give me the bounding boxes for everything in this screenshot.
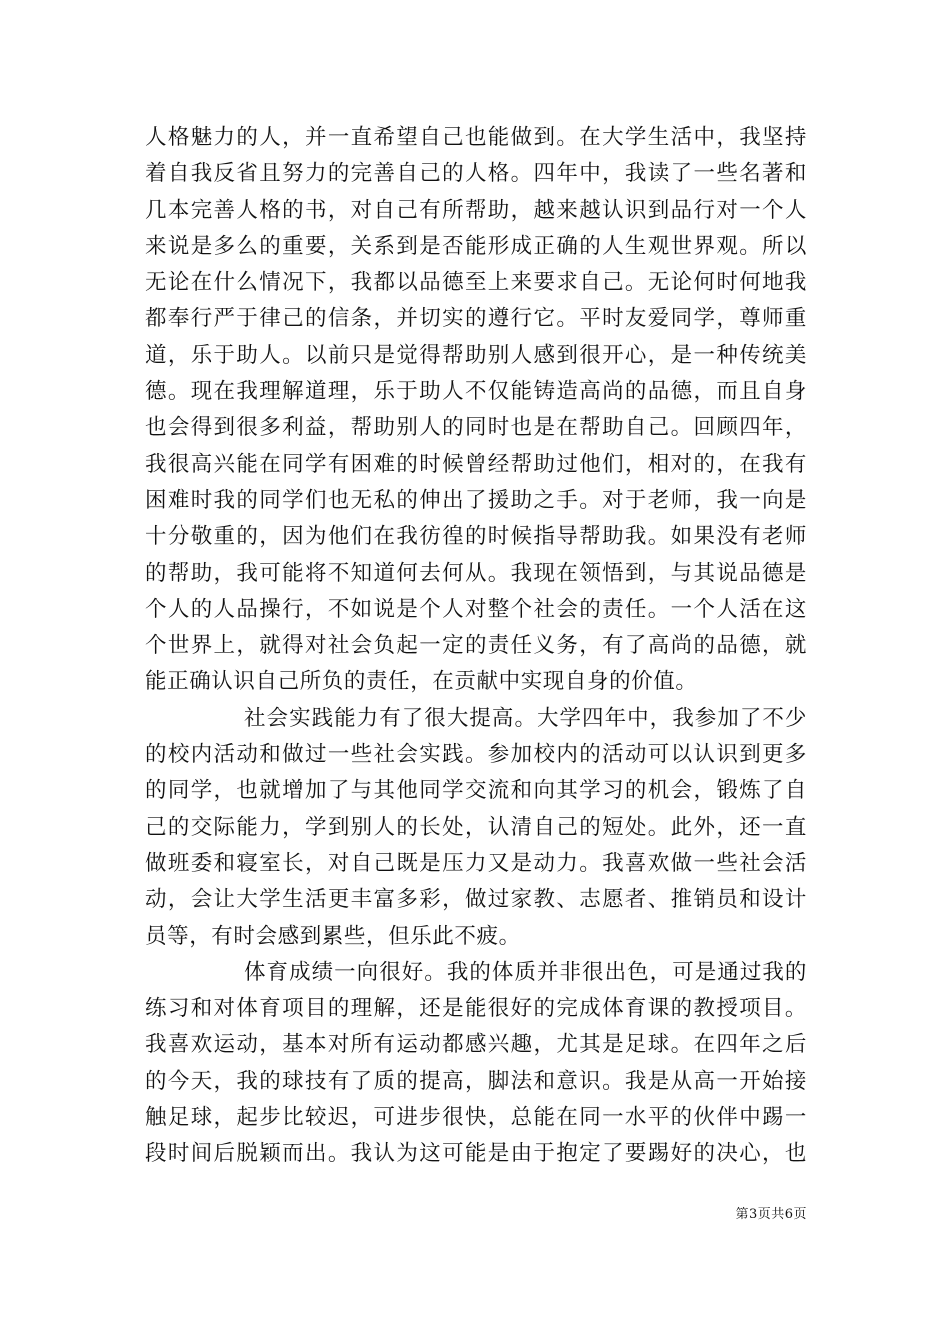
paragraph-sports: 体育成绩一向很好。我的体质并非很出色，可是通过我的练习和对体育项目的理解，还是能很好的完成体育课的教授项目。我喜欢运动，基本对所有运动都感兴趣，尤其是足球。在四年之后的今天，我的球技有了质的提高，脚法和意识。我是从高一开始接触足球，起步比较迟，可进步很快，总能在同一水平的伙伴中踢一段时间后脱颖而出。我认为这可能是由于抱定了要踢好的决心，也 bbox=[145, 959, 807, 1167]
document-body bbox=[145, 120, 807, 1173]
page-number-footer: 第3页共6页 bbox=[735, 1207, 807, 1222]
paragraph-social-practice: 社会实践能力有了很大提高。大学四年中，我参加了不少的校内活动和做过一些社会实践。参加校内的活动可以认识到更多的同学，也就增加了与其他同学交流和向其学习的机会，锻炼了自己的交际能力，学到别人的长处，认清自己的短处。此外，还一直做班委和寝室长，对自己既是压力又是动力。我喜欢做一些社会活动，会让大学生活更丰富多彩，做过家教、志愿者、推销员和设计员等，有时会感到累些，但乐此不疲。 bbox=[145, 705, 807, 949]
paragraph-character: 人格魅力的人，并一直希望自己也能做到。在大学生活中，我坚持着自我反省且努力的完善自己的人格。四年中，我读了一些名著和几本完善人格的书，对自己有所帮助，越来越认识到品行对一个人来说是多么的重要，关系到是否能形成正确的人生观世界观。所以无论在什么情况下，我都以品德至上来要求自己。无论何时何地我都奉行严于律己的信条，并切实的遵行它。平时友爱同学，尊师重道，乐于助人。以前只是觉得帮助别人感到很开心，是一种传统美德。现在我理解道理，乐于助人不仅能铸造高尚的品德，而且自身也会得到很多利益，帮助别人的同时也是在帮助自己。回顾四年，我很高兴能在同学有困难的时候曾经帮助过他们，相对的，在我有困难时我的同学们也无私的伸出了援助之手。对于老师，我一向是十分敬重的，因为他们在我彷徨的时候指导帮助我。如果没有老师的帮助，我可能将不知道何去何从。我现在领悟到，与其说品德是个人的人品操行，不如说是个人对整个社会的责任。一个人活在这个世界上，就得对社会负起一定的责任义务，有了高尚的品德，就能正确认识自己所负的责任，在贡献中实现自身的价值。 bbox=[145, 125, 807, 695]
